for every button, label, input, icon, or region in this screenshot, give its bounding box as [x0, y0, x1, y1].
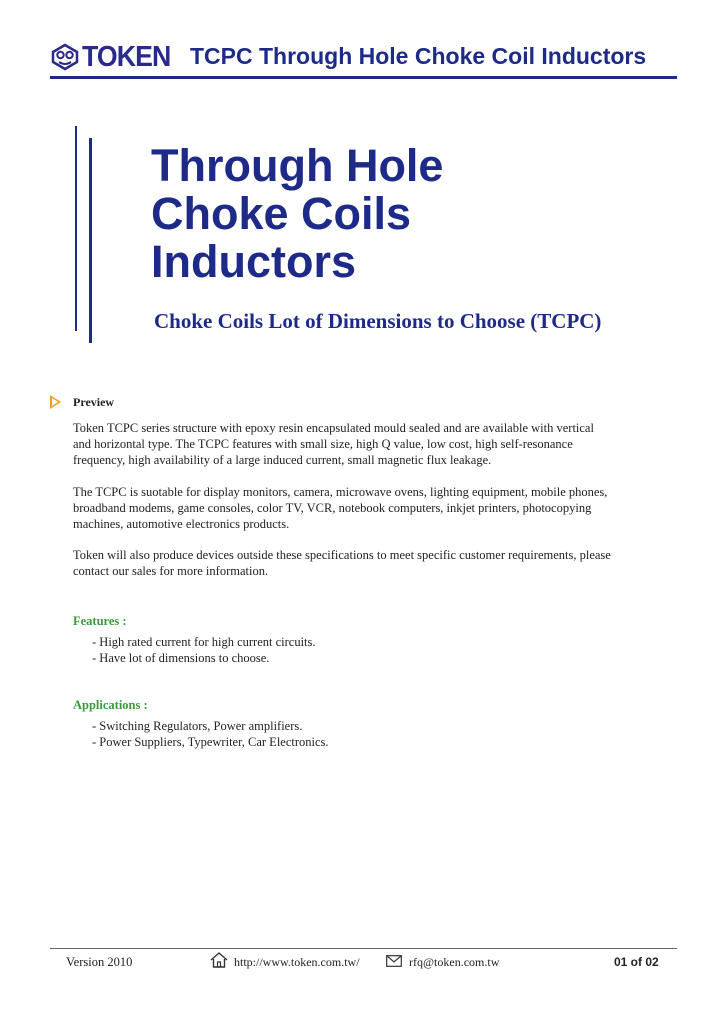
mail-icon — [386, 955, 402, 967]
hero-subtitle: Choke Coils Lot of Dimensions to Choose (TCPC) — [154, 309, 602, 333]
applications-list — [92, 718, 329, 750]
preview-paragraph — [73, 547, 663, 579]
page-title: TCPC Through Hole Choke Coil Inductors — [190, 43, 647, 69]
hero-title-line: Inductors — [151, 236, 357, 287]
token-logo — [50, 40, 178, 74]
list-item: - Switching Regulators, Power amplifiers. — [92, 719, 303, 733]
list-item: - Power Suppliers, Typewriter, Car Electronics. — [92, 735, 329, 749]
paragraph-line: The TCPC is suotable for display monitors, camera, microwave ovens, lighting equipment, mobile phones, — [73, 485, 608, 499]
website-link[interactable]: http://www.token.com.tw/ — [234, 955, 360, 969]
features-list — [92, 634, 316, 666]
hero-title-line: Choke Coils — [151, 188, 412, 239]
preview-paragraph — [73, 420, 663, 468]
hero-title-line: Through Hole — [151, 140, 444, 191]
list-item: - Have lot of dimensions to choose. — [92, 651, 270, 665]
email-link[interactable]: rfq@token.com.tw — [409, 955, 500, 969]
play-arrow-icon-inner — [52, 398, 58, 406]
preview-heading: Preview — [73, 395, 115, 409]
footer-divider — [50, 948, 677, 949]
list-item: - High rated current for high current circuits. — [92, 635, 316, 649]
paragraph-line: Token will also produce devices outside these specifications to meet specific customer requirements, please — [73, 548, 611, 562]
applications-heading: Applications : — [73, 698, 148, 712]
hero-accent-bar-left — [75, 126, 77, 331]
paragraph-line: machines, automotive electronics products. — [73, 517, 290, 531]
hero-title — [151, 142, 443, 286]
preview-paragraph — [73, 484, 663, 532]
paragraph-line: frequency, high availability of a large induced current, small magnetic flux leakage. — [73, 453, 492, 467]
features-heading: Features : — [73, 614, 127, 628]
logo-text: TOKEN — [82, 40, 171, 73]
paragraph-line: Token TCPC series structure with epoxy resin encapsulated mould sealed and are available with vertical — [73, 421, 594, 435]
paragraph-line: contact our sales for more information. — [73, 564, 269, 578]
footer-version: Version 2010 — [66, 955, 133, 969]
page-number: 01 of 02 — [614, 955, 659, 969]
header-divider — [50, 76, 677, 79]
paragraph-line: broadband modems, game consoles, color TV, VCR, notebook computers, inkjet printers, photocopying — [73, 501, 592, 515]
hero-accent-bar-right — [89, 138, 92, 343]
paragraph-line: and horizontal type. The TCPC features with small size, high Q value, low cost, high self-resonance — [73, 437, 573, 451]
token-logo-icon — [50, 42, 80, 72]
home-icon — [210, 952, 228, 968]
